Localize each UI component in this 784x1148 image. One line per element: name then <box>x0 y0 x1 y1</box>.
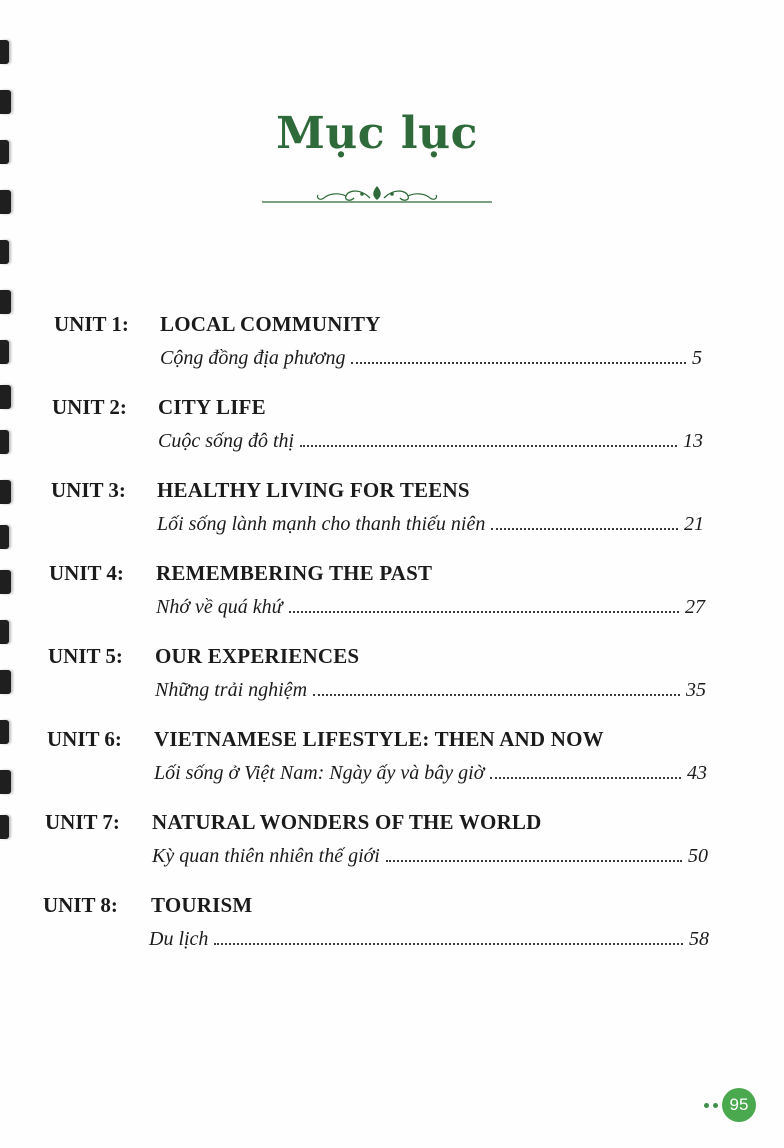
dot-leader <box>351 361 686 364</box>
unit-label: UNIT 1: <box>54 312 129 336</box>
page-number: 35 <box>686 679 706 701</box>
page-number: 43 <box>687 762 707 784</box>
binding-hole <box>0 340 9 364</box>
spiral-binding <box>0 40 22 840</box>
unit-subtitle: Lối sống ở Việt Nam: Ngày ấy và bây giờ <box>154 762 485 784</box>
toc-entry[interactable] <box>40 644 720 727</box>
subtitle-line <box>157 513 704 536</box>
unit-title: REMEMBERING THE PAST <box>156 561 433 585</box>
unit-title: CITY LIFE <box>158 395 266 419</box>
binding-hole <box>0 140 9 164</box>
dot-leader <box>313 693 680 696</box>
binding-hole <box>0 240 9 264</box>
binding-hole <box>0 620 9 644</box>
page-number-badge <box>704 1088 756 1122</box>
unit-subtitle: Cộng đồng địa phương <box>160 347 346 369</box>
subtitle-line <box>149 928 709 951</box>
binding-hole <box>0 815 9 839</box>
unit-title: NATURAL WONDERS OF THE WORLD <box>152 810 542 834</box>
unit-subtitle: Cuộc sống đô thị <box>158 430 295 452</box>
binding-hole <box>0 525 9 549</box>
unit-title: LOCAL COMMUNITY <box>160 312 381 336</box>
title-block <box>262 108 492 159</box>
unit-subtitle: Nhớ về quá khứ <box>156 596 283 618</box>
dot-leader <box>490 776 681 779</box>
page-number-circle: 95 <box>722 1088 756 1122</box>
binding-hole <box>0 190 11 214</box>
page-number: 50 <box>688 845 708 867</box>
subtitle-line <box>152 845 708 868</box>
subtitle-line <box>156 596 705 619</box>
binding-hole <box>0 40 9 64</box>
dot-leader <box>386 859 682 862</box>
binding-hole <box>0 570 11 594</box>
binding-hole <box>0 430 9 454</box>
page-number: 27 <box>685 596 705 618</box>
page-number: 5 <box>692 347 702 369</box>
toc-entry[interactable] <box>40 810 720 893</box>
binding-hole <box>0 670 11 694</box>
subtitle-line <box>155 679 706 702</box>
toc-entry[interactable] <box>40 312 720 395</box>
page-number: 58 <box>689 928 709 950</box>
unit-title: VIETNAMESE LIFESTYLE: THEN AND NOW <box>154 727 604 751</box>
page-number: 13 <box>683 430 703 452</box>
binding-hole <box>0 720 9 744</box>
unit-label: UNIT 6: <box>47 727 122 751</box>
binding-hole <box>0 480 11 504</box>
unit-subtitle: Du lịch <box>149 928 209 950</box>
dot-leader <box>300 444 677 447</box>
page-title: Mục lục <box>276 108 478 159</box>
floral-divider-icon <box>262 180 492 210</box>
toc-entry[interactable] <box>40 561 720 644</box>
unit-label: UNIT 2: <box>52 395 127 419</box>
unit-subtitle: Những trải nghiệm <box>155 679 308 701</box>
unit-title: OUR EXPERIENCES <box>155 644 360 668</box>
page-number: 21 <box>684 513 704 535</box>
unit-label: UNIT 8: <box>43 893 118 917</box>
unit-label: UNIT 5: <box>48 644 123 668</box>
dot-leader <box>214 942 683 945</box>
unit-subtitle: Lối sống lành mạnh cho thanh thiếu niên <box>157 513 486 535</box>
unit-subtitle: Kỳ quan thiên nhiên thế giới <box>152 845 380 867</box>
table-of-contents <box>40 312 720 976</box>
unit-title: HEALTHY LIVING FOR TEENS <box>157 478 470 502</box>
toc-entry[interactable] <box>40 727 720 810</box>
subtitle-line <box>154 762 707 785</box>
dot-leader <box>289 610 679 613</box>
subtitle-line <box>158 430 703 453</box>
toc-entry[interactable] <box>40 893 720 976</box>
unit-label: UNIT 3: <box>51 478 126 502</box>
unit-title: TOURISM <box>151 893 253 917</box>
binding-hole <box>0 385 11 409</box>
dot-leader <box>491 527 678 530</box>
dot-icon <box>704 1103 709 1108</box>
toc-entry[interactable] <box>40 478 720 561</box>
unit-label: UNIT 4: <box>49 561 124 585</box>
unit-label: UNIT 7: <box>45 810 120 834</box>
binding-hole <box>0 90 11 114</box>
subtitle-line <box>160 347 702 370</box>
binding-hole <box>0 290 11 314</box>
toc-entry[interactable] <box>40 395 720 478</box>
binding-hole <box>0 770 11 794</box>
dot-icon <box>713 1103 718 1108</box>
